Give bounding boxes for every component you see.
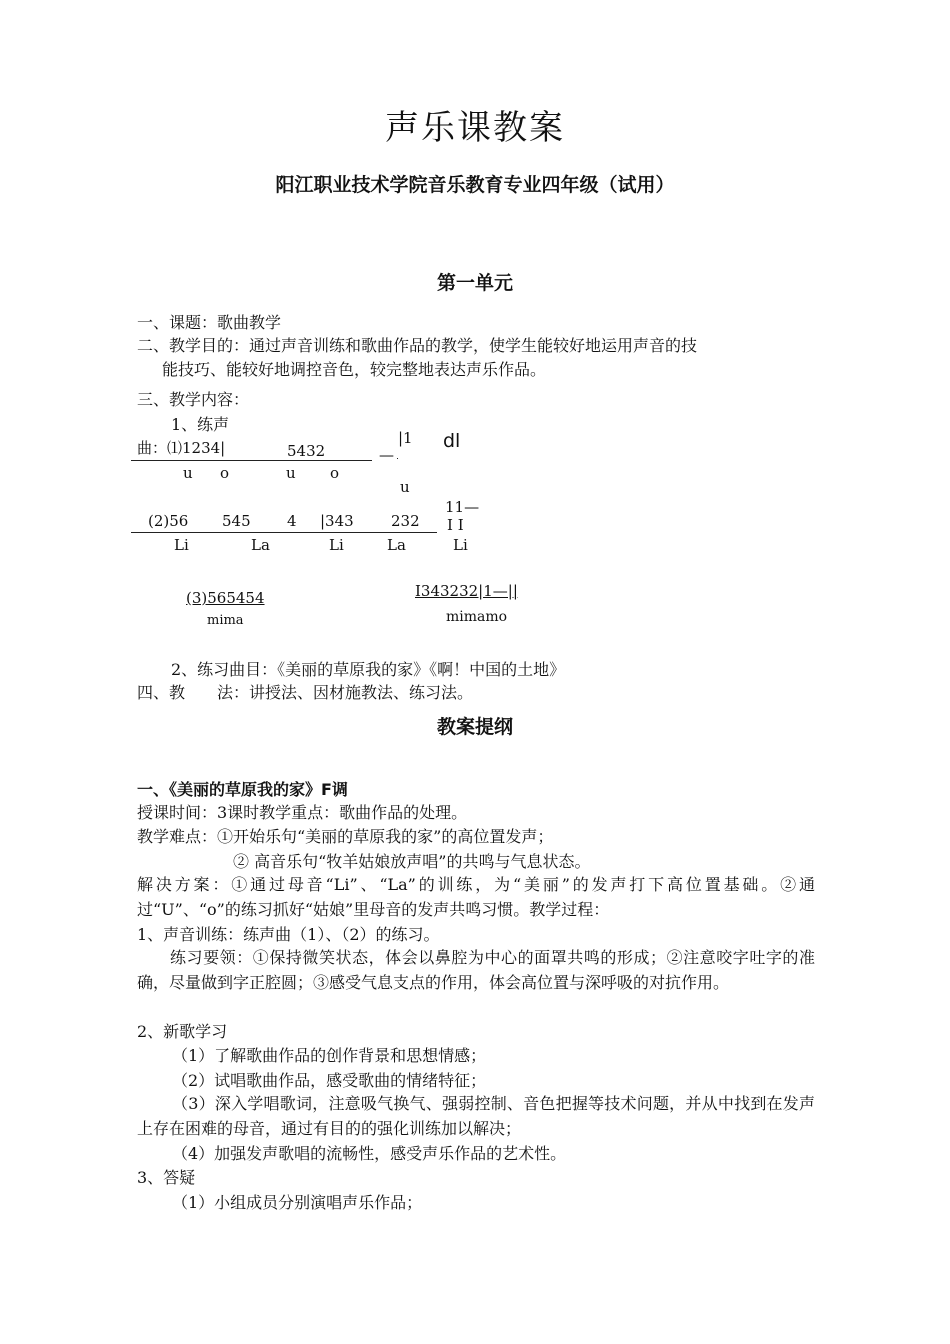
exercise-3-syllable: mima (207, 613, 244, 628)
exercise-1-syllable: u (286, 464, 296, 482)
method-line: 四、教 法：讲授法、因材施教法、练习法。 (137, 683, 474, 702)
outline-step-2: 2、新歌学习 (137, 1022, 228, 1041)
exercise-1-notes-c: |1 (398, 429, 413, 447)
songs-line: 2、练习曲目：《美丽的草原我的家》《啊！中国的土地》 (171, 660, 566, 679)
exercise-2-rule (131, 532, 437, 533)
page-subtitle: 阳江职业技术学院音乐教育专业四年级（试用） (275, 174, 675, 196)
exercise-1-tick (397, 458, 398, 459)
exercise-1-start: 曲：⑴1234| (137, 439, 226, 457)
outline-difficulty-2: ② 高音乐句“牧羊姑娘放声唱”的共鸣与气息状态。 (233, 852, 591, 871)
outline-difficulty-1: 教学难点：①开始乐句“美丽的草原我的家”的高位置发声； (137, 827, 554, 846)
outline-title: 教案提纲 (436, 716, 513, 738)
exercise-2-notes: 232 (391, 512, 420, 530)
exercise-2-syllable: Li (174, 536, 189, 554)
warmup-label: 1、练声 (171, 415, 230, 434)
exercise-1-dash: — (379, 446, 394, 464)
unit-title: 第一单元 (436, 272, 513, 294)
topic-line: 一、课题：歌曲教学 (137, 313, 282, 332)
exercise-3-syllable: mimamo (446, 609, 508, 625)
exercise-2-notes: 4 (287, 512, 297, 530)
exercise-1-syllable: u (183, 464, 193, 482)
exercise-2-notes: 11— (445, 498, 480, 516)
outline-step-2-item: （4）加强发声歌唱的流畅性，感受声乐作品的艺术性。 (172, 1144, 567, 1163)
outline-step-2-item: （1）了解歌曲作品的创作背景和思想情感； (172, 1046, 487, 1065)
exercise-2-syllable: La (387, 536, 406, 554)
goal-line-1: 二、教学目的：通过声音训练和歌曲作品的教学，使学生能较好地运用声音的技 (137, 336, 698, 355)
exercise-2-syllable: La (251, 536, 270, 554)
outline-step-2-item: （3）深入学唱歌词，注意吸气换气、强弱控制、音色把握等技术问题，并从中找到在发声上存在困难的母音，通过有目的的强化训练加以解决； (137, 1094, 815, 1138)
goal-line-2: 能技巧、能较好地调控音色，较完整地表达声乐作品。 (162, 360, 547, 379)
exercise-2-notes: |343 (320, 512, 354, 530)
exercise-1-syllable: u (400, 478, 410, 496)
exercise-1-syllable: o (330, 464, 340, 482)
exercise-2-notes: I I (447, 516, 464, 534)
exercise-2-syllable: Li (329, 536, 344, 554)
outline-step-3-item: （1）小组成员分别演唱声乐作品； (172, 1193, 423, 1212)
outline-step-2-item: （2）试唱歌曲作品，感受歌曲的情绪特征； (172, 1071, 487, 1090)
outline-heading: 一、《美丽的草原我的家》F调 (137, 780, 348, 799)
outline-time: 授课时间：3课时教学重点：歌曲作品的处理。 (137, 803, 468, 822)
outline-step-3: 3、答疑 (137, 1168, 196, 1187)
outline-step-1: 1、声音训练：练声曲（1）、（2）的练习。 (137, 925, 440, 944)
exercise-3-notes: I343232|1—|| (415, 582, 518, 600)
exercise-2-notes: (2)56 (148, 512, 189, 530)
exercise-1-syllable: o (220, 464, 230, 482)
exercise-2-notes: 545 (222, 512, 251, 530)
exercise-2-syllable: Li (453, 536, 468, 554)
exercise-3-notes: (3)565454 (186, 589, 265, 607)
outline-solution: 解决方案：①通过母音“Li”、“La”的训练，为“美丽”的发声打下高位置基础。②通过“U”、“o”的练习抓好“姑娘”里母音的发声共鸣习惯。教学过程： (137, 875, 815, 919)
page-title: 声乐课教案 (385, 108, 565, 148)
content-heading: 三、教学内容： (137, 390, 250, 409)
exercise-1-rule (131, 460, 372, 461)
outline-essentials: 练习要领：①保持微笑状态，体会以鼻腔为中心的面罩共鸣的形成；②注意咬字吐字的准确，尽量做到字正腔圆；③感受气息支点的作用，体会高位置与深呼吸的对抗作用。 (137, 948, 815, 992)
exercise-1-notes-d: dl (443, 430, 461, 452)
exercise-1-notes-b: 5432 (287, 442, 326, 460)
